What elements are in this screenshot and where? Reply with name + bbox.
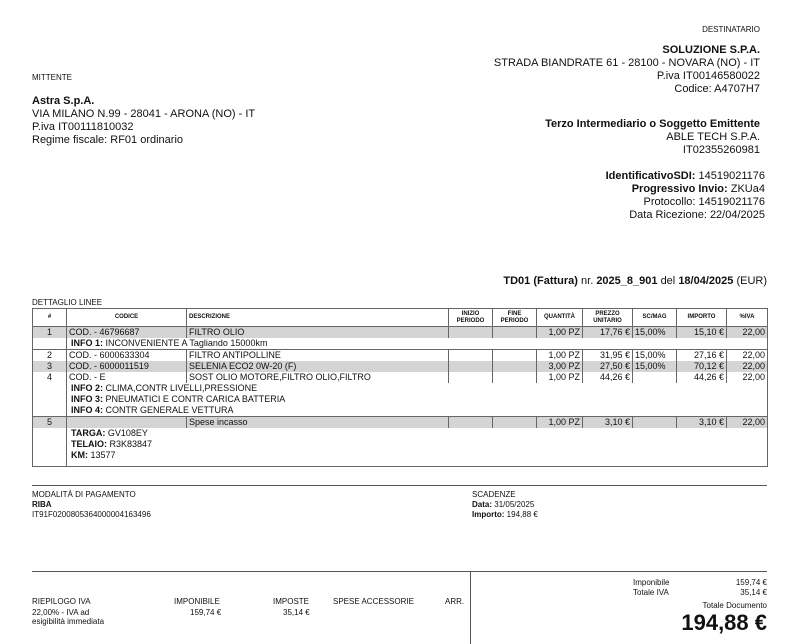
intermediary-name: ABLE TECH S.P.A. xyxy=(666,131,760,143)
cell-end xyxy=(493,361,537,372)
due-date: 31/05/2025 xyxy=(494,500,535,509)
vat-rate-line1: 22,00% - IVA ad xyxy=(32,608,90,617)
cell-price: 31,95 € xyxy=(583,350,633,362)
header-cell: DESCRIZIONE xyxy=(187,309,449,327)
sender-name: Astra S.p.A. xyxy=(32,95,95,107)
info-row xyxy=(33,338,768,350)
sender-label: MITTENTE xyxy=(32,73,72,82)
cell-desc: FILTRO ANTIPOLLINE xyxy=(187,350,449,362)
info-3-text: PNEUMATICI E CONTR CARICA BATTERIA xyxy=(105,394,286,404)
cell-disc: 15,00% xyxy=(633,361,677,372)
totals-vat: 35,14 € xyxy=(740,588,767,597)
info-1-label: INFO 1: xyxy=(71,338,104,348)
cell-end xyxy=(493,417,537,429)
cell-n: 2 xyxy=(33,350,67,362)
cell-n: 1 xyxy=(33,327,67,339)
cell-start xyxy=(449,350,493,362)
cell-qty: 1,00 PZ xyxy=(537,372,583,383)
payment-block xyxy=(32,490,151,520)
vat-rate-line2: esigibilità immediata xyxy=(32,617,105,626)
cell-n: 4 xyxy=(33,372,67,383)
km-text: 13577 xyxy=(90,450,116,460)
cell-vat: 22,00 xyxy=(727,372,768,383)
vat-h-arr: ARR. xyxy=(445,597,465,606)
divider xyxy=(32,571,767,572)
cell-amount: 27,16 € xyxy=(677,350,727,362)
sdi-prog-value: ZKUa4 xyxy=(730,183,765,195)
cell-desc: SELENIA ECO2 0W-20 (F) xyxy=(187,361,449,372)
header-cell: %IVA xyxy=(727,309,768,327)
vat-tax: 35,14 € xyxy=(283,608,310,617)
vat-taxable: 159,74 € xyxy=(190,608,222,617)
totals-taxable: 159,74 € xyxy=(735,578,767,587)
cell-amount: 44,26 € xyxy=(677,372,727,383)
cell-code: COD. - 6000011519 xyxy=(67,361,187,372)
totals-total-label: Totale Documento xyxy=(702,601,767,610)
info-3 xyxy=(67,394,768,405)
due-amount: 194,88 € xyxy=(506,510,538,519)
telaio-text: R3K83847 xyxy=(109,439,153,449)
sender-address: VIA MILANO N.99 - 28041 - ARONA (NO) - IT xyxy=(32,108,256,120)
header-cell: IMPORTO xyxy=(677,309,727,327)
intermediary-block xyxy=(545,118,760,157)
cell-end xyxy=(493,350,537,362)
targa-label: TARGA: xyxy=(71,428,106,438)
telaio xyxy=(67,439,768,450)
cell-price: 27,50 € xyxy=(583,361,633,372)
sender-block xyxy=(32,95,255,147)
vat-h-taxable: IMPONIBILE xyxy=(174,597,220,606)
info-4-label: INFO 4: xyxy=(71,405,104,415)
payment-iban: IT91F0200805364000004163496 xyxy=(32,510,151,519)
table-row xyxy=(33,350,768,362)
totals-taxable-label: Imponibile xyxy=(633,578,670,587)
due-block xyxy=(472,490,538,520)
info-row xyxy=(33,439,768,450)
payment-method: RIBA xyxy=(32,500,52,509)
sdi-block xyxy=(606,170,765,222)
info-2 xyxy=(67,383,768,394)
sender-piva: P.iva IT00111810032 xyxy=(32,121,134,133)
due-title: SCADENZE xyxy=(472,490,516,499)
doc-nr-label: nr. xyxy=(581,275,594,287)
cell-vat: 22,00 xyxy=(727,350,768,362)
table-row xyxy=(33,361,768,372)
divider xyxy=(32,485,767,486)
doc-currency: (EUR) xyxy=(736,275,767,287)
divider xyxy=(470,571,471,644)
header-cell: # xyxy=(33,309,67,327)
cell-end xyxy=(493,372,537,383)
totals-total: 194,88 € xyxy=(681,610,767,635)
cell-desc: SOST OLIO MOTORE,FILTRO OLIO,FILTRO xyxy=(187,372,449,383)
doc-number: 2025_8_901 xyxy=(596,275,658,287)
recipient-block xyxy=(494,44,760,96)
cell-vat: 22,00 xyxy=(727,327,768,339)
cell-amount: 70,12 € xyxy=(677,361,727,372)
info-row xyxy=(33,428,768,439)
cell-disc: 15,00% xyxy=(633,350,677,362)
vat-summary-title: RIEPILOGO IVA xyxy=(32,597,91,606)
cell-code: COD. - 46796687 xyxy=(67,327,187,339)
sdi-prog-label: Progressivo Invio: xyxy=(631,183,728,195)
targa-text: GV108EY xyxy=(107,428,148,438)
recipient-label: DESTINATARIO xyxy=(702,25,760,34)
recipient-name: SOLUZIONE S.P.A. xyxy=(662,44,760,56)
info-2-label: INFO 2: xyxy=(71,383,104,393)
header-cell: PREZZO UNITARIO xyxy=(583,309,633,327)
document-title xyxy=(503,275,767,287)
intermediary-title: Terzo Intermediario o Soggetto Emittente xyxy=(545,118,760,130)
info-1-text: INCONVENIENTE A Tagliando 15000km xyxy=(105,338,268,348)
cell-qty: 1,00 PZ xyxy=(537,327,583,339)
cell-price: 44,26 € xyxy=(583,372,633,383)
info-row xyxy=(33,405,768,417)
sender-regime: Regime fiscale: RF01 ordinario xyxy=(32,134,184,146)
cell-price: 17,76 € xyxy=(583,327,633,339)
cell-start xyxy=(449,327,493,339)
sdi-protocol: Protocollo: 14519021176 xyxy=(643,196,765,208)
details-table xyxy=(32,308,768,467)
header-cell: CODICE xyxy=(67,309,187,327)
details-title: DETTAGLIO LINEE xyxy=(32,298,103,307)
cell-disc: 15,00% xyxy=(633,327,677,339)
intermediary-code: IT02355260981 xyxy=(682,144,760,156)
recipient-address: STRADA BIANDRATE 61 - 28100 - NOVARA (NO) - IT xyxy=(493,57,760,69)
km-label: KM: xyxy=(71,450,88,460)
cell-desc: FILTRO OLIO xyxy=(187,327,449,339)
cell-start xyxy=(449,361,493,372)
cell-vat: 22,00 xyxy=(727,417,768,429)
header-cell: INIZIO PERIODO xyxy=(449,309,493,327)
due-date-label: Data: xyxy=(472,500,493,509)
recipient-piva: P.iva IT00146580022 xyxy=(656,70,760,82)
due-amount-label: Importo: xyxy=(472,510,505,519)
info-row xyxy=(33,450,768,461)
info-4 xyxy=(67,405,768,417)
cell-desc: Spese incasso xyxy=(187,417,449,429)
cell-vat: 22,00 xyxy=(727,361,768,372)
cell-amount: 15,10 € xyxy=(677,327,727,339)
cell-start xyxy=(449,417,493,429)
header-cell: QUANTITÀ xyxy=(537,309,583,327)
vat-h-extra: SPESE ACCESSORIE xyxy=(333,597,414,606)
info-3-label: INFO 3: xyxy=(71,394,104,404)
info-2-text: CLIMA,CONTR LIVELLI,PRESSIONE xyxy=(105,383,258,393)
doc-date: 18/04/2025 xyxy=(678,275,734,287)
cell-disc xyxy=(633,417,677,429)
doc-type: TD01 (Fattura) xyxy=(503,275,578,287)
table-header-row xyxy=(33,309,768,327)
recipient-code: Codice: A4707H7 xyxy=(674,83,760,95)
table-row xyxy=(33,327,768,339)
info-row xyxy=(33,461,768,467)
table-row xyxy=(33,372,768,383)
cell-qty: 1,00 PZ xyxy=(537,417,583,429)
cell-qty: 1,00 PZ xyxy=(537,350,583,362)
header-cell: FINE PERIODO xyxy=(493,309,537,327)
info-1 xyxy=(67,338,768,350)
info-4-text: CONTR GENERALE VETTURA xyxy=(105,405,234,415)
vat-h-tax: IMPOSTE xyxy=(273,597,310,606)
cell-price: 3,10 € xyxy=(583,417,633,429)
sdi-date: Data Ricezione: 22/04/2025 xyxy=(629,209,765,221)
payment-title: MODALITÀ DI PAGAMENTO xyxy=(32,490,136,499)
cell-start xyxy=(449,372,493,383)
cell-qty: 3,00 PZ xyxy=(537,361,583,372)
cell-n: 3 xyxy=(33,361,67,372)
sdi-id-value: 14519021176 xyxy=(698,170,765,182)
cell-code xyxy=(67,417,187,429)
cell-code: COD. - 6000633304 xyxy=(67,350,187,362)
doc-del-label: del xyxy=(660,275,676,287)
cell-disc xyxy=(633,372,677,383)
info-row xyxy=(33,383,768,394)
totals-vat-label: Totale IVA xyxy=(633,588,669,597)
telaio-label: TELAIO: xyxy=(71,439,107,449)
cell-n: 5 xyxy=(33,417,67,429)
sdi-id-label: IdentificativoSDI: xyxy=(605,170,696,182)
cell-end xyxy=(493,327,537,339)
targa xyxy=(67,428,768,439)
vat-rate xyxy=(32,608,104,626)
km xyxy=(67,450,768,461)
info-row xyxy=(33,394,768,405)
cell-amount: 3,10 € xyxy=(677,417,727,429)
table-row xyxy=(33,417,768,429)
cell-code: COD. - E xyxy=(67,372,187,383)
header-cell: SC/MAG xyxy=(633,309,677,327)
